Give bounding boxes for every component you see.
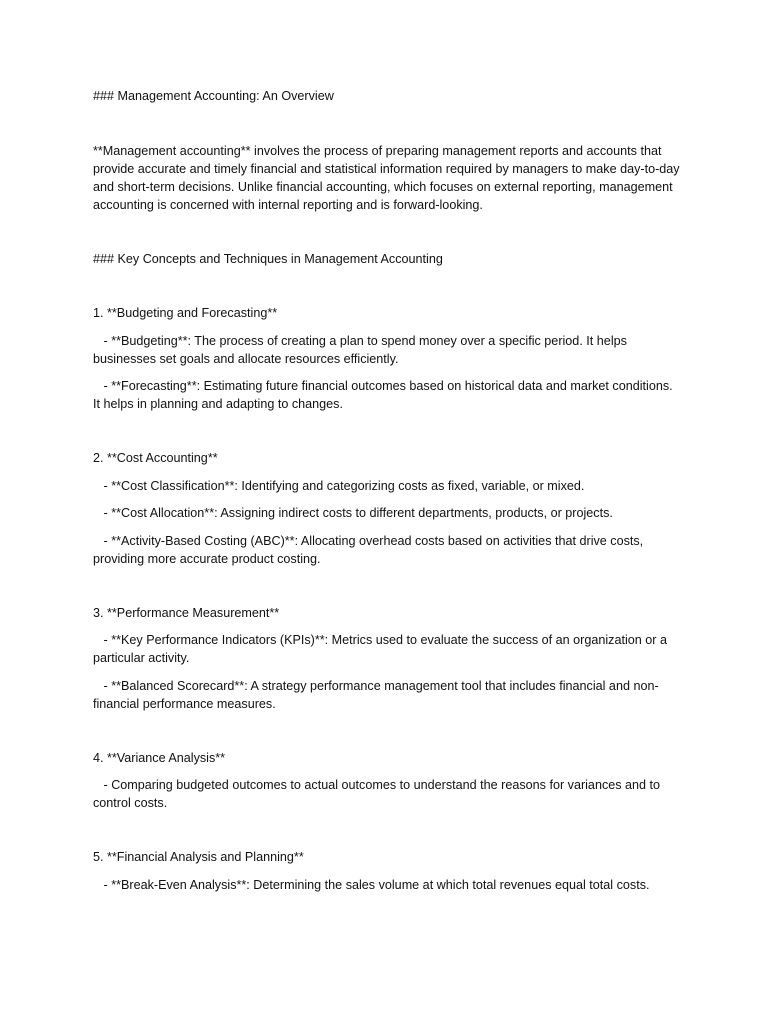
section-title-cost-accounting: 2. **Cost Accounting** <box>93 451 218 465</box>
section-title-budgeting: 1. **Budgeting and Forecasting** <box>93 306 278 320</box>
item-break-even-text: - **Break-Even Analysis**: Determining the sales volume at which total revenues equal total costs. <box>103 878 650 892</box>
item-variance-text: - Comparing budgeted outcomes to actual outcomes to understand the reasons for variances and to control costs. <box>93 778 661 810</box>
heading-overview: ### Management Accounting: An Overview <box>93 89 334 103</box>
section-title-financial-analysis: 5. **Financial Analysis and Planning** <box>93 850 304 864</box>
item-cost-allocation <box>93 504 683 522</box>
item-abc <box>93 532 683 568</box>
item-balanced-scorecard <box>93 677 683 713</box>
item-budgeting <box>93 332 683 368</box>
item-balanced-scorecard-text: - **Balanced Scorecard**: A strategy performance management tool that includes financial and non-financial performance measures. <box>93 679 659 711</box>
item-cost-allocation-text: - **Cost Allocation**: Assigning indirect costs to different departments, products, or projects. <box>103 506 613 520</box>
item-cost-classification <box>93 477 683 495</box>
item-break-even <box>93 876 683 894</box>
item-kpis <box>93 631 683 667</box>
item-budgeting-text: - **Budgeting**: The process of creating a plan to spend money over a specific period. It helps businesses set goals and allocate resources efficiently. <box>93 334 627 366</box>
section-title-performance: 3. **Performance Measurement** <box>93 606 280 620</box>
heading-key-concepts: ### Key Concepts and Techniques in Management Accounting <box>93 252 443 266</box>
item-kpis-text: - **Key Performance Indicators (KPIs)**: Metrics used to evaluate the success of an organization or a particular activity. <box>93 633 667 665</box>
item-forecasting-text: - **Forecasting**: Estimating future financial outcomes based on historical data and market conditions. It helps in planning and adapting to changes. <box>93 379 673 411</box>
item-forecasting <box>93 377 683 413</box>
section-title-variance: 4. **Variance Analysis** <box>93 751 226 765</box>
item-abc-text: - **Activity-Based Costing (ABC)**: Allocating overhead costs based on activities that drive costs, providing more accurate product costing. <box>93 534 644 566</box>
item-cost-classification-text: - **Cost Classification**: Identifying and categorizing costs as fixed, variable, or mixed. <box>103 479 585 493</box>
item-variance <box>93 776 683 812</box>
intro-paragraph: **Management accounting** involves the process of preparing management reports and accounts that provide accurate and timely financial and statistical information required by managers to make day-to-day and short-term decisions. Unlike financial accounting, which focuses on external reporting, management accounting is concerned with internal reporting and is forward-looking. <box>93 144 680 212</box>
